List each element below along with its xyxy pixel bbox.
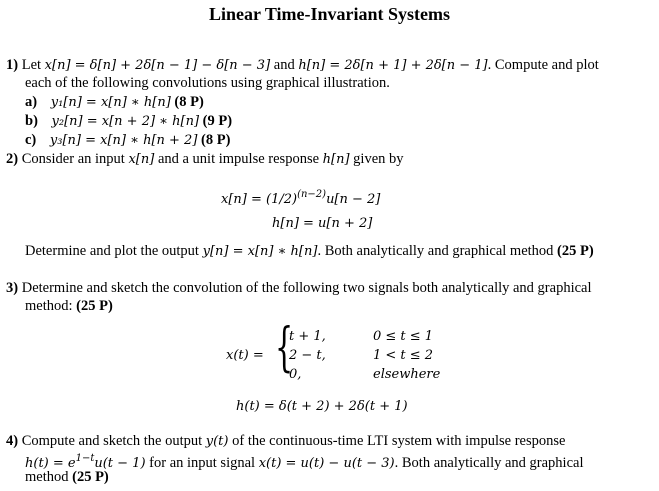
piecewise-cond-3: elsewhere: [373, 367, 441, 382]
problem-1-number: 1): [6, 57, 19, 73]
problem-2-intro: 2) Consider an input x[n] and a unit impulse response h[n] given by: [6, 151, 404, 167]
piecewise-cond-1: 0 ≤ t ≤ 1: [373, 329, 434, 344]
problem-1-part-b: b) y₂[n] = x[n + 2] ∗ h[n] (9 P): [25, 113, 233, 129]
problem-2-number: 2): [6, 151, 19, 167]
equation-h-n: h[n] = u[n + 2]: [272, 216, 373, 231]
problem-4-number: 4): [6, 433, 19, 449]
piecewise-brace: {: [275, 318, 294, 378]
equation-h-t: h(t) = δ(t + 2) + 2δ(t + 1): [236, 399, 408, 414]
equation-x-n: $x[n] = (1/2)^{(n-2)}u[n - 2]$: [221, 189, 381, 207]
problem-1-line-2: each of the following convolutions using graphical illustration.: [25, 75, 390, 91]
equation-x-t-lhs: x(t) =: [226, 348, 264, 363]
piecewise-case-1: t + 1,: [289, 329, 326, 344]
piecewise-case-2: 2 − t,: [289, 348, 326, 363]
page-title: Linear Time-Invariant Systems: [208, 4, 450, 24]
problem-4-line-3: method (25 P): [25, 469, 109, 485]
piecewise-case-3: 0,: [289, 367, 302, 382]
piecewise-cond-2: 1 < t ≤ 2: [373, 348, 434, 363]
problem-4-line-1: 4) Compute and sketch the output y(t) of the continuous-time LTI system with impulse response: [6, 433, 566, 449]
problem-3-line-2: method: (25 P): [25, 298, 113, 314]
problem-1-part-a: a) y₁[n] = x[n] ∗ h[n] (8 P): [25, 94, 204, 110]
problem-3-number: 3): [6, 280, 19, 296]
problem-1-part-c: c) y₃[n] = x[n] ∗ h[n + 2] (8 P): [25, 132, 231, 148]
problem-4-line-2: $h(t) = e^{1-t}u(t - 1)$ for an input signal x(t) = u(t) − u(t − 3). Both analytically and graphical: [25, 453, 584, 471]
problem-2-task: Determine and plot the output y[n] = x[n] ∗ h[n]. Both analytically and graphical method (25 P): [25, 243, 594, 259]
problem-3-line-1: 3) Determine and sketch the convolution of the following two signals both analytically and graphical: [6, 280, 592, 296]
problem-1-line-1: 1) Let x[n] = δ[n] + 2δ[n − 1] − δ[n − 3] and h[n] = 2δ[n + 1] + 2δ[n − 1]. Compute and plot: [6, 57, 599, 73]
